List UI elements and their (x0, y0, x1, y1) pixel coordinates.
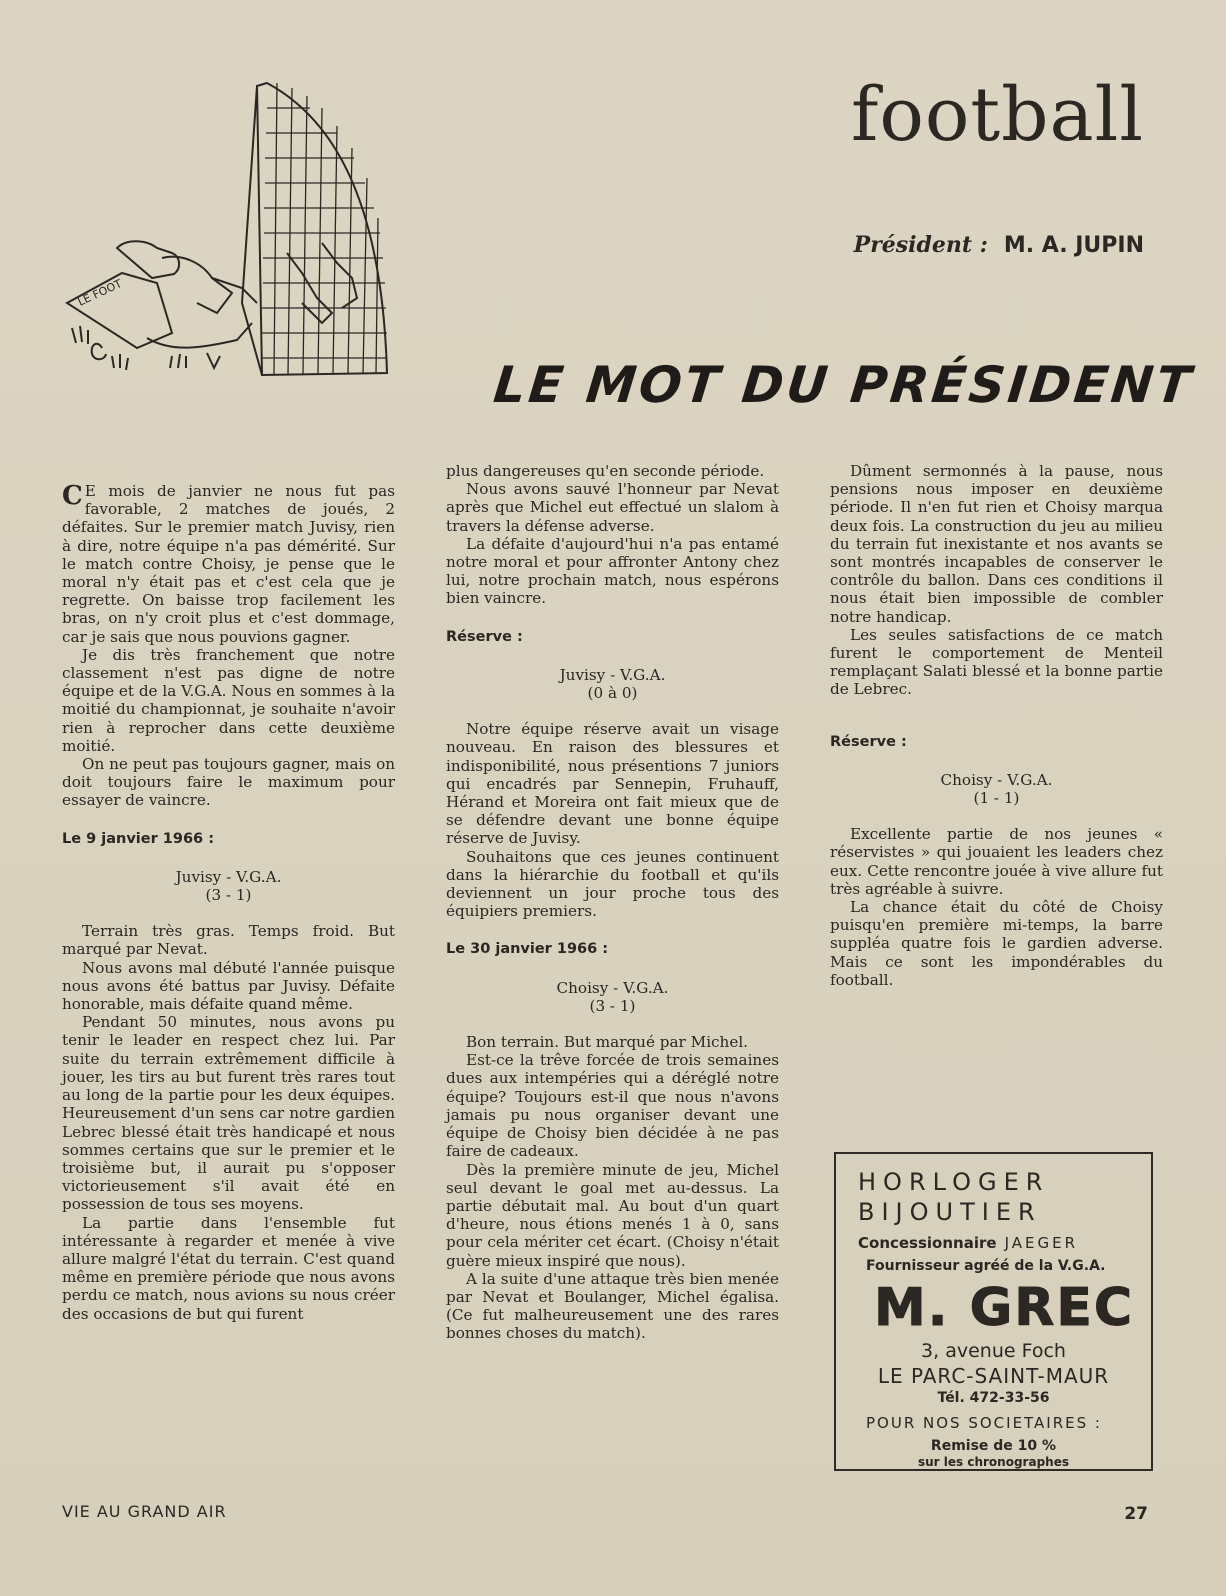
match-date-heading: Le 9 janvier 1966 : (62, 830, 214, 847)
paragraph: Nous avons mal débuté l'année puisque nous avons été battus par Juvisy. Défaite honorable, mais défaite quand même. (62, 958, 395, 1014)
paragraph: C E mois de janvier ne nous fut pas favorable, 2 matches de joués, 2 défaites. Sur le premier match Juvisy, rien à dire, notre équipe n'a pas démérité. Sur le match contre Choisy, je pense que le moral n'y était pas et c'est cela que je regrette. On baisse trop facilement les bras, on n'y croit plus et c'est dommage, car je sais que nous pouvions gagner. (62, 481, 395, 646)
paragraph: On ne peut pas toujours gagner, mais on doit toujours faire le maximum pour essayer de vaincre. (62, 755, 395, 810)
article-column-3 (830, 462, 1163, 989)
reserve-heading: Réserve : (830, 733, 907, 750)
match-teams: Juvisy - V.G.A. (559, 665, 666, 684)
goalkeeper-illustration (62, 78, 402, 388)
ad-line-horloger: HORLOGER (858, 1168, 1050, 1196)
paragraph: plus dangereuses qu'en seconde période. (446, 462, 765, 480)
president-name: M. A. JUPIN (1003, 233, 1144, 258)
ad-logo-name: M. GREC (874, 1278, 1135, 1338)
paragraph: Bon terrain. But marqué par Michel. (466, 1033, 749, 1052)
president-line (854, 232, 1144, 258)
paragraph: A la suite d'une attaque très bien menée par Nevat et Boulanger, Michel égalisa. (Ce fut malheureusement une des rares bonnes choses du match). (446, 1269, 779, 1343)
paragraph: Est-ce la trêve forcée de trois semaines dues aux intempéries qui a déréglé notre équipe? Toujours est-il que nous n'avons jamais pu nous organiser devant une équipe de Choisy bien décidée à ne pas faire de cadeaux. (446, 1051, 779, 1161)
jeweler-advertisement (834, 1152, 1153, 1471)
ad-offer: POUR NOS SOCIETAIRES : (866, 1414, 1102, 1432)
ad-discount: Remise de 10 % (930, 1438, 1057, 1454)
section-title: football (850, 72, 1144, 158)
ad-address-street: 3, avenue Foch (921, 1340, 1066, 1362)
president-label: Président : (853, 232, 988, 258)
drop-cap: C (62, 481, 83, 511)
match-date-heading: Le 30 janvier 1966 : (446, 941, 609, 958)
paragraph: La partie dans l'ensemble fut intéressante à regarder et menée à vive allure malgré l'état du terrain. C'est quand même en première période que nous avons perdu ce match, nous avions su nous créer des occasions de but qui furent (62, 1213, 396, 1323)
paragraph: Terrain très gras. Temps froid. But marqué par Nevat. (62, 922, 395, 959)
page-number: 27 (1124, 1504, 1148, 1524)
newspaper-text: LE FOOT (75, 277, 124, 309)
paragraph: Dès la première minute de jeu, Michel seul devant le goal met au-dessus. La partie débutait mal. Au bout d'un quart d'heure, nous étions menés 1 à 0, sans pour cela mériter cet écart. (Choisy n'était guère mieux inspiré que nous). (446, 1160, 779, 1270)
paragraph: Notre équipe réserve avait un visage nouveau. En raison des blessures et indisponibilité, nous présentions 7 juniors qui encadrés par Sennepin, Fruhauff, Hérand et Moreira ont fait mieux que de se défendre devant une bonne équipe réserve de Juvisy. (446, 720, 779, 848)
paragraph: Les seules satisfactions de ce match furent le comportement de Menteil remplaçant Salati blessé et la bonne partie de Lebrec. (830, 625, 1163, 699)
ad-line-bijoutier: BIJOUTIER (858, 1198, 1042, 1226)
article-column-1 (62, 482, 395, 1323)
match-teams: Juvisy - V.G.A. (175, 867, 282, 886)
article-column-2 (446, 462, 779, 1343)
ad-supplier: Fournisseur agréé de la V.G.A. (866, 1258, 1106, 1274)
publication-name: VIE AU GRAND AIR (62, 1502, 227, 1521)
paragraph: Souhaitons que ces jeunes continuent dans la hiérarchie du football et qu'ils deviennent un jour proche tous des équipiers premiers. (446, 847, 779, 921)
paragraph: Excellente partie de nos jeunes « réservistes » qui jouaient les leaders chez eux. Cette rencontre jouée à vive allure fut très agréable à suivre. (830, 825, 1163, 898)
match-score: (3 - 1) (205, 886, 252, 905)
ad-phone: Tél. 472-33-56 (937, 1390, 1050, 1406)
ad-concession: Concessionnaire JAEGER (858, 1234, 1078, 1252)
paragraph: Nous avons sauvé l'honneur par Nevat après que Michel eut effectué un slalom à travers la défense adverse. (446, 480, 779, 535)
match-score: (0 à 0) (587, 684, 638, 703)
paragraph: Dûment sermonnés à la pause, nous pensions nous imposer en deuxième période. Il n'en fut rien et Choisy marqua deux fois. La construction du jeu au milieu du terrain fut inexistante et nos avants se sont montrés incapables de conserver le contrôle du ballon. Dans ces conditions il nous était bien impossible de combler notre handicap. (830, 462, 1163, 626)
match-teams: Choisy - V.G.A. (940, 770, 1053, 789)
paragraph: La défaite d'aujourd'hui n'a pas entamé notre moral et pour affronter Antony chez lui, notre prochain match, nous espérons bien vaincre. (446, 534, 779, 608)
match-score: (3 - 1) (589, 996, 636, 1015)
reserve-heading: Réserve : (446, 628, 523, 645)
ad-discount-detail: sur les chronographes (918, 1455, 1069, 1469)
ad-address-city: LE PARC-SAINT-MAUR (877, 1364, 1110, 1388)
paragraph: Pendant 50 minutes, nous avons pu tenir le leader en respect chez lui. Par suite du terrain extrêmement difficile à jouer, les tirs au but furent très rares tout au long de la partie pour les deux équipes. Heureusement d'un sens car notre gardien Lebrec blessé était très handicapé et nous sommes certains que sur le premier et le troisième but, il aurait pu s'opposer victorieusement s'il avait été en possession de tous ses moyens. (62, 1013, 395, 1214)
match-score: (1 - 1) (973, 789, 1020, 808)
paragraph: La chance était du côté de Choisy puisqu'en première mi-temps, la barre suppléa quatre fois le gardien adverse. Mais ce sont les impondérables du football. (830, 898, 1163, 989)
headline: LE MOT DU PRÉSIDENT (490, 356, 1197, 414)
paragraph: Je dis très franchement que notre classement n'est pas digne de notre équipe et de la V.G.A. Nous en sommes à la moitié du championnat, je souhaite n'avoir rien à reprocher dans cette deuxième moitié. (62, 645, 395, 755)
match-teams: Choisy - V.G.A. (556, 978, 669, 997)
